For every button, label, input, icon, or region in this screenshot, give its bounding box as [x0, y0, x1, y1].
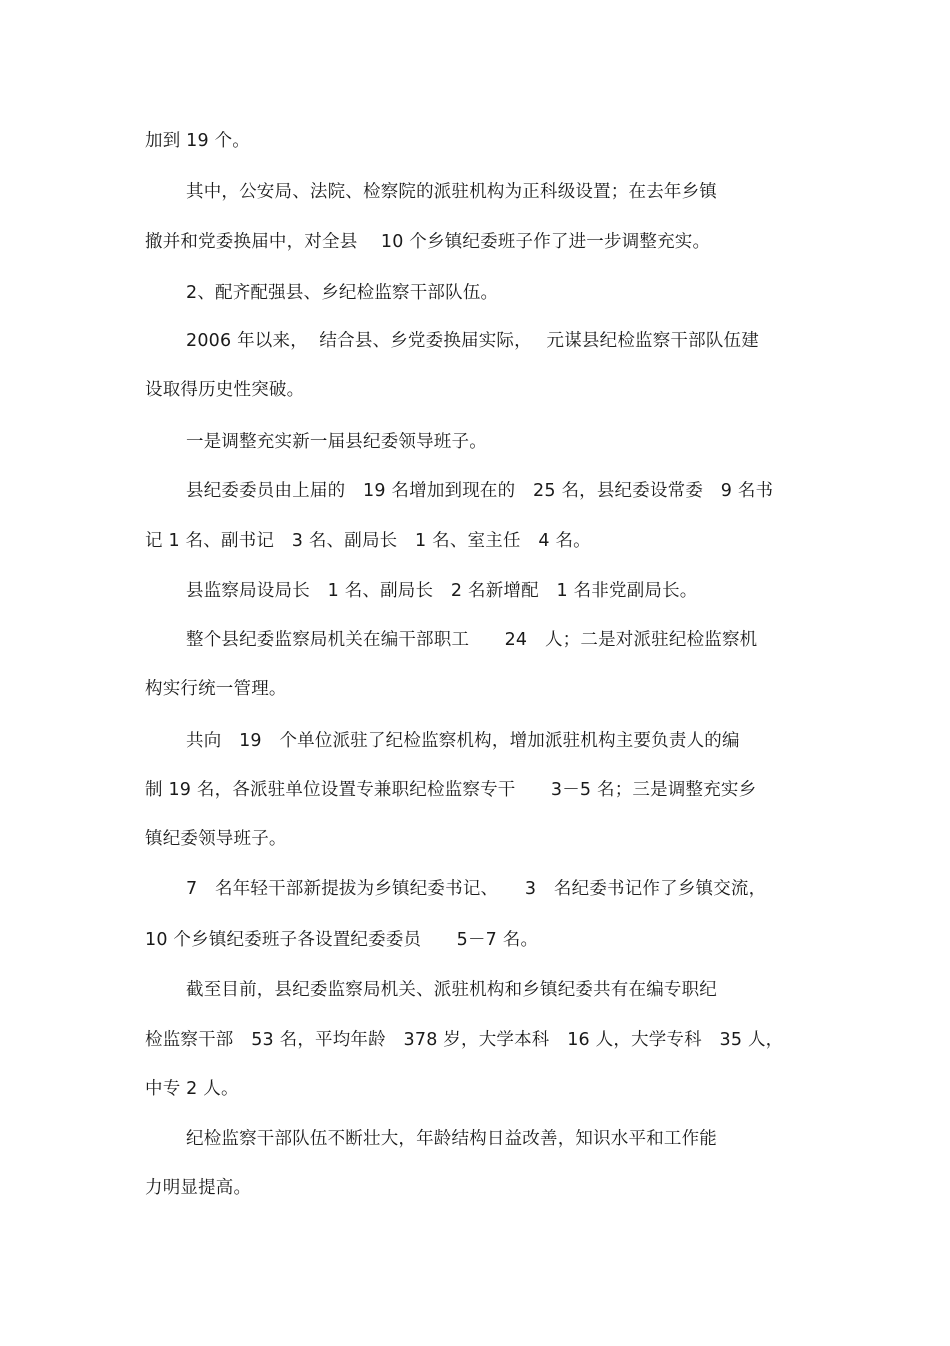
- text-line-18: 截至目前，县纪委监察局机关、派驻机构和乡镇纪委共有在编专职纪: [186, 980, 717, 1000]
- text-line-11: 整个县纪委监察局机关在编干部职工 24 人；二是对派驻纪检监察机: [186, 630, 758, 650]
- text-line-10: 县监察局设局长 1 名、副局长 2 名新增配 1 名非党副局长。: [186, 581, 698, 601]
- text-line-5: 2006 年以来， 结合县、乡党委换届实际， 元谋县纪检监察干部队伍建: [186, 331, 759, 351]
- text-line-20: 中专 2 人。: [145, 1079, 239, 1099]
- text-line-13: 共向 19 个单位派驻了纪检监察机构，增加派驻机构主要负责人的编: [186, 731, 740, 751]
- text-line-7: 一是调整充实新一届县纪委领导班子。: [186, 432, 487, 452]
- text-line-9: 记 1 名、副书记 3 名、副局长 1 名、室主任 4 名。: [145, 531, 591, 551]
- text-line-21: 纪检监察干部队伍不断壮大，年龄结构日益改善，知识水平和工作能: [186, 1129, 717, 1149]
- text-line-1: 加到 19 个。: [145, 131, 250, 151]
- text-line-19: 检监察干部 53 名，平均年龄 378 岁，大学本科 16 人，大学专科 35 人，: [145, 1030, 784, 1050]
- text-line-2: 其中，公安局、法院、检察院的派驻机构为正科级设置；在去年乡镇: [186, 182, 717, 202]
- text-line-8: 县纪委委员由上届的 19 名增加到现在的 25 名，县纪委设常委 9 名书: [186, 481, 774, 501]
- text-line-16: 7 名年轻干部新提拔为乡镇纪委书记、 3 名纪委书记作了乡镇交流，: [186, 879, 767, 899]
- text-line-4: 2、配齐配强县、乡纪检监察干部队伍。: [186, 283, 499, 303]
- text-line-6: 设取得历史性突破。: [145, 380, 305, 400]
- text-line-3: 撤并和党委换届中，对全县 10 个乡镇纪委班子作了进一步调整充实。: [145, 232, 711, 252]
- text-line-14: 制 19 名，各派驻单位设置专兼职纪检监察专干 3－5 名；三是调整充实乡: [145, 780, 757, 800]
- text-line-12: 构实行统一管理。: [145, 679, 287, 699]
- text-line-17: 10 个乡镇纪委班子各设置纪委委员 5－7 名。: [145, 930, 539, 950]
- text-line-22: 力明显提高。: [145, 1178, 252, 1198]
- text-line-15: 镇纪委领导班子。: [145, 829, 287, 849]
